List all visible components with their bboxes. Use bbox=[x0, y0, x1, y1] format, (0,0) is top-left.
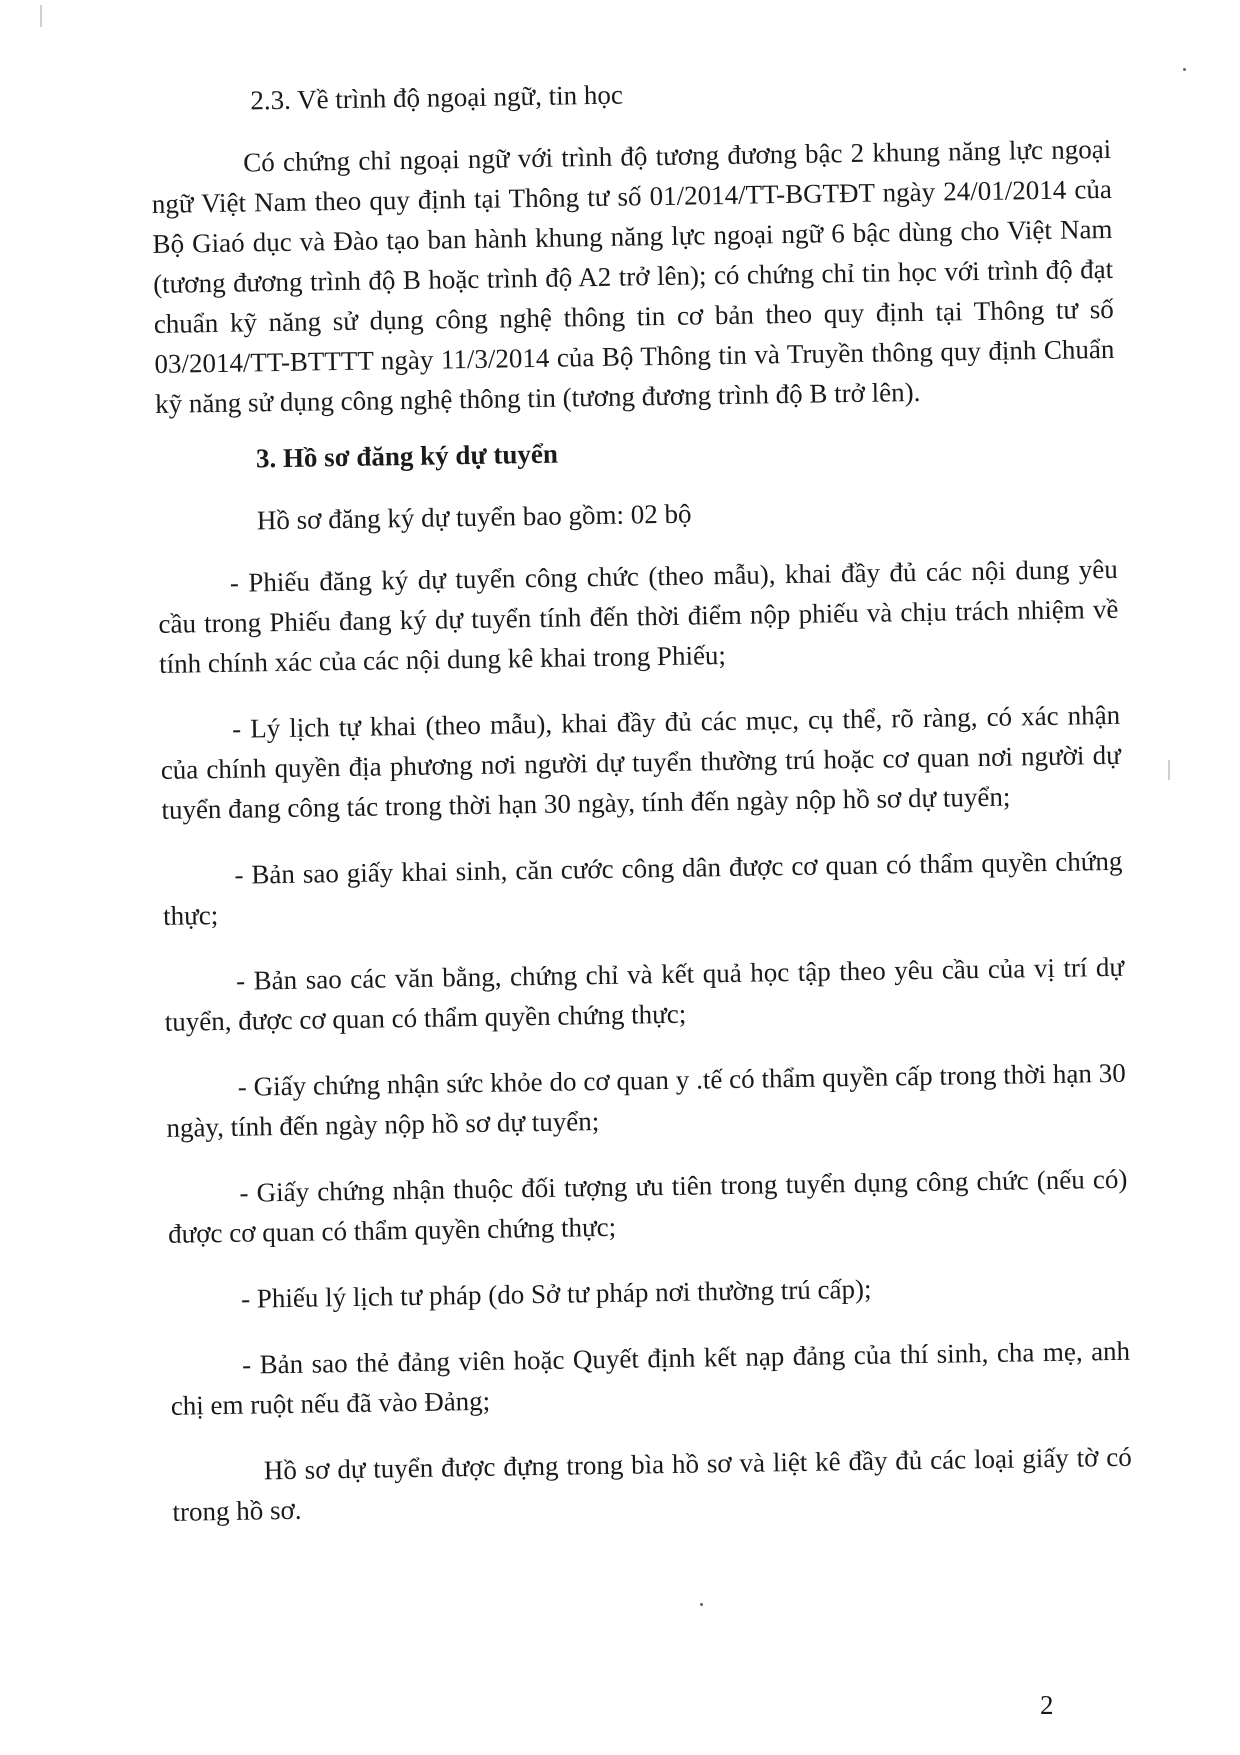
dossier-item: - Bản sao các văn bằng, chứng chỉ và kết quả học tập theo yêu cầu của vị trí dự tuyển, được cơ quan có thẩm quyền chứng thực; bbox=[164, 951, 1125, 1037]
dossier-item: - Lý lịch tự khai (theo mẫu), khai đầy đủ các mục, cụ thể, rõ ràng, có xác nhận của chính quyền địa phương nơi người dự tuyển thường trú hoặc cơ quan nơi người dự tuyển đang công tác trong thời hạn 30 ngày, tính đến ngày nộp hồ sơ dự tuyển; bbox=[160, 699, 1121, 825]
dossier-item: - Giấy chứng nhận thuộc đối tượng ưu tiên trong tuyển dụng công chức (nếu có) được cơ quan có thẩm quyền chứng thực; bbox=[167, 1163, 1128, 1249]
dossier-item: - Bản sao giấy khai sinh, căn cước công dân được cơ quan có thẩm quyền chứng thực; bbox=[162, 845, 1123, 931]
page-content bbox=[150, 67, 1133, 1548]
scan-edge-mark bbox=[40, 5, 42, 27]
section-3-closing: Hồ sơ dự tuyển được đựng trong bìa hồ sơ và liệt kê đầy đủ các loại giấy tờ có trong hồ sơ. bbox=[172, 1441, 1132, 1527]
section-2-3-heading: 2.3. Về trình độ ngoại ngữ, tin học bbox=[250, 79, 624, 116]
dossier-item: - Giấy chứng nhận sức khỏe do cơ quan y .tế có thẩm quyền cấp trong thời hạn 30 ngày, tính đến ngày nộp hồ sơ dự tuyển; bbox=[166, 1057, 1126, 1143]
scan-speck bbox=[1183, 68, 1186, 71]
dossier-item: - Bản sao thẻ đảng viên hoặc Quyết định kết nạp đảng của thí sinh, cha mẹ, anh chị em ruột nếu đã vào Đảng; bbox=[170, 1335, 1131, 1421]
dossier-item: - Phiếu lý lịch tư pháp (do Sở tư pháp nơi thường trú cấp); bbox=[240, 1273, 872, 1314]
section-2-3-paragraph: Có chứng chỉ ngoại ngữ với trình độ tương đương bậc 2 khung năng lực ngoại ngữ Việt Nam theo quy định tại Thông tư số 01/2014/TT-BGTĐT ngày 24/01/2014 của Bộ Giaó dục và Đào tạo ban hành khung năng lực ngoại ngữ 6 bậc dùng cho Việt Nam (tương đương trình độ B hoặc trình độ A2 trở lên); có chứng chỉ tin học với trình độ đạt chuẩn kỹ năng sử dụng công nghệ thông tin cơ bản theo quy định tại Thông tư số 03/2014/TT-BTTTT ngày 11/3/2014 của Bộ Thông tin và Truyền thông quy định Chuẩn kỹ năng sử dụng công nghệ thông tin (tương đương trình độ B trở lên). bbox=[151, 133, 1115, 419]
section-3-heading: 3. Hồ sơ đăng ký dự tuyển bbox=[255, 438, 559, 474]
page-number: 2 bbox=[1040, 1690, 1054, 1720]
scan-edge-mark bbox=[1168, 760, 1170, 780]
scan-speck bbox=[700, 1603, 703, 1606]
dossier-item: - Phiếu đăng ký dự tuyển công chức (theo mẫu), khai đầy đủ các nội dung yêu cầu trong Phiếu đang ký dự tuyển tính đến thời điểm nộp phiếu và chịu trách nhiệm về tính chính xác của các nội dung kê khai trong Phiếu; bbox=[158, 553, 1119, 679]
section-3-intro: Hồ sơ đăng ký dự tuyển bao gồm: 02 bộ bbox=[256, 498, 692, 536]
